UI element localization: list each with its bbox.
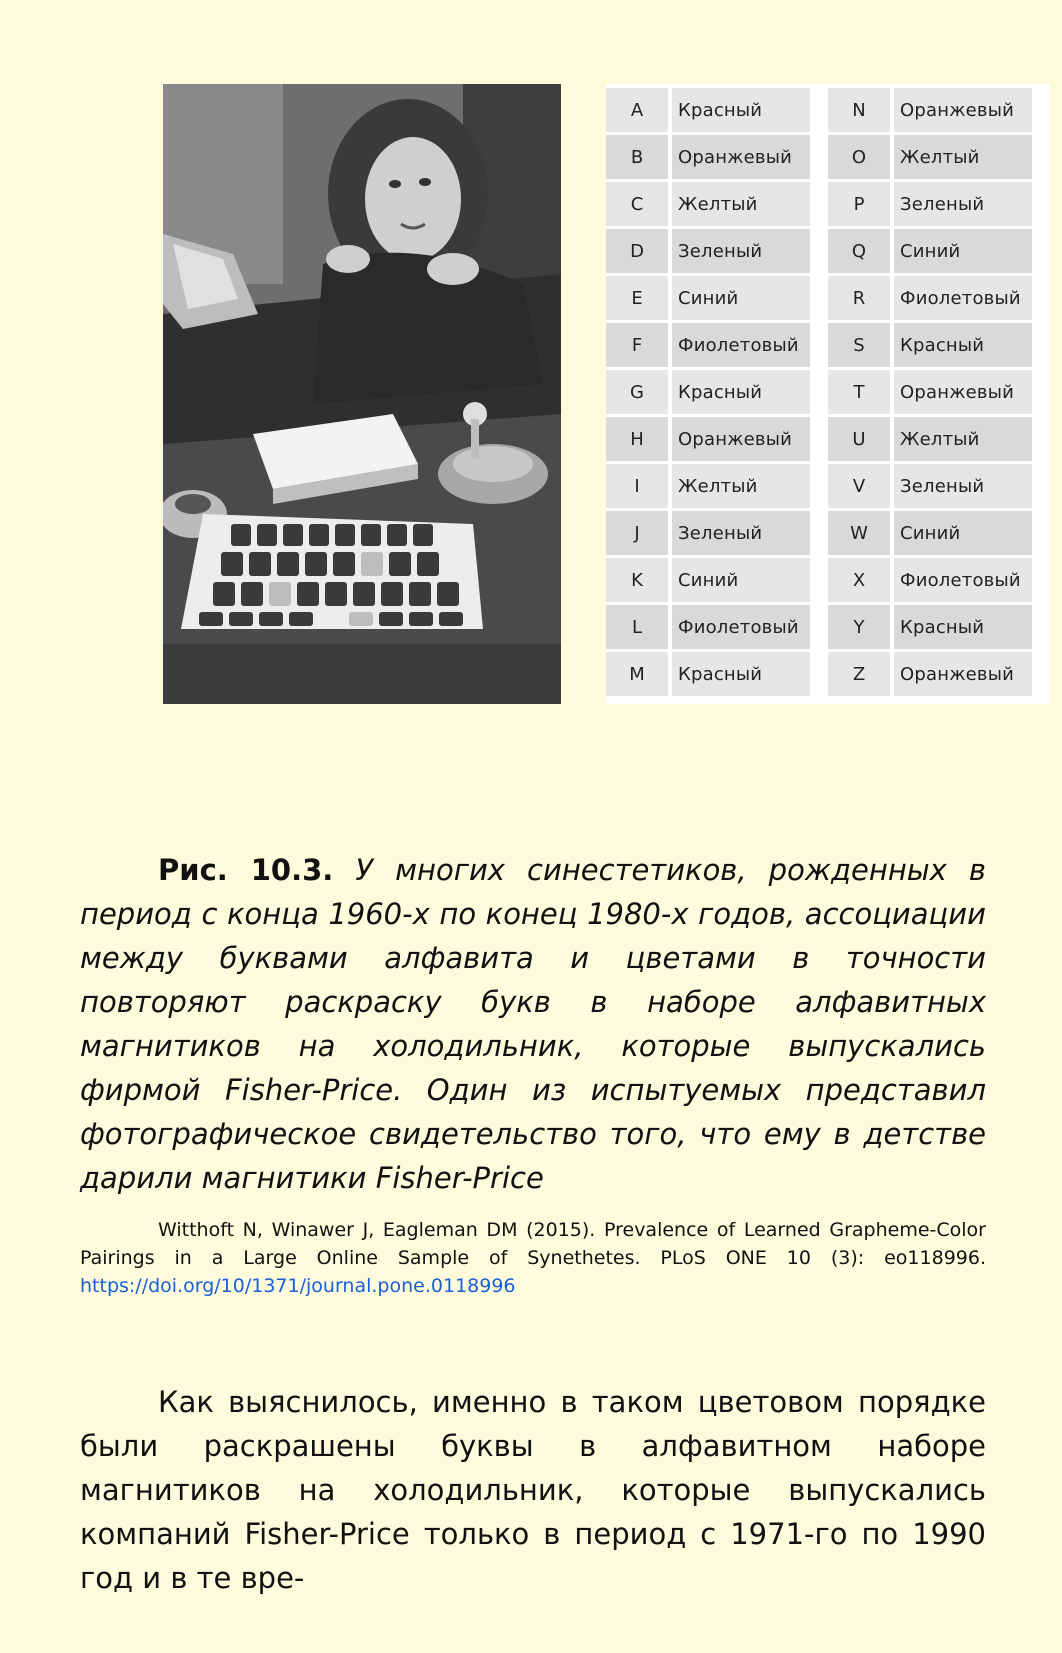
table-letter: P xyxy=(828,182,890,226)
table-row xyxy=(606,464,810,508)
table-letter: C xyxy=(606,182,668,226)
table-letter: W xyxy=(828,511,890,555)
table-letter: N xyxy=(828,88,890,132)
table-color: Оранжевый xyxy=(672,135,810,179)
table-letter: O xyxy=(828,135,890,179)
table-color: Фиолетовый xyxy=(894,558,1032,602)
table-row xyxy=(828,652,1032,696)
figure-caption xyxy=(80,848,986,1200)
table-letter: R xyxy=(828,276,890,320)
table-row xyxy=(828,88,1032,132)
table-color: Синий xyxy=(894,511,1032,555)
table-row xyxy=(606,558,810,602)
table-row xyxy=(828,417,1032,461)
table-color: Зеленый xyxy=(672,229,810,273)
table-letter: V xyxy=(828,464,890,508)
table-row xyxy=(606,652,810,696)
table-letter: L xyxy=(606,605,668,649)
table-row xyxy=(606,135,810,179)
table-color: Желтый xyxy=(894,417,1032,461)
table-letter: I xyxy=(606,464,668,508)
table-letter: U xyxy=(828,417,890,461)
table-row xyxy=(606,370,810,414)
table-letter: J xyxy=(606,511,668,555)
table-column-left xyxy=(606,88,810,696)
table-row xyxy=(828,182,1032,226)
citation-text: Witthoft N, Winawer J, Eagleman DM (2015). Prevalence of Learned Grapheme-Color Pairings in a Large Online Sample of Synethetes. PLoS ONE 10 (3): eo118996. xyxy=(80,1219,986,1269)
table-color: Оранжевый xyxy=(672,417,810,461)
table-letter: M xyxy=(606,652,668,696)
table-color: Синий xyxy=(672,276,810,320)
table-color: Фиолетовый xyxy=(894,276,1032,320)
caption-text: У многих синестетиков, рожденных в период с конца 1960-х по конец 1980-х годов, ассоциации между буквами алфавита и цветами в точности повторяют раскраску букв в наборе алфавитных магнитиков на холодильник, которые выпускались фирмой Fisher-Price. Один из испытуемых представил фотографическое свидетельство того, что ему в детстве дарили магнитики Fisher-Price xyxy=(80,853,987,1195)
table-letter: Q xyxy=(828,229,890,273)
table-row xyxy=(606,182,810,226)
table-row xyxy=(828,323,1032,367)
table-row xyxy=(606,511,810,555)
table-row xyxy=(828,370,1032,414)
table-color: Фиолетовый xyxy=(672,323,810,367)
table-row xyxy=(828,276,1032,320)
table-color: Зеленый xyxy=(672,511,810,555)
table-row xyxy=(828,511,1032,555)
table-letter: G xyxy=(606,370,668,414)
source-citation xyxy=(80,1216,986,1300)
table-row xyxy=(828,229,1032,273)
table-color: Фиолетовый xyxy=(672,605,810,649)
table-row xyxy=(606,276,810,320)
table-letter: T xyxy=(828,370,890,414)
doi-link[interactable]: https://doi.org/10/1371/journal.pone.0118996 xyxy=(80,1275,516,1297)
table-color: Зеленый xyxy=(894,182,1032,226)
table-color: Красный xyxy=(672,652,810,696)
table-row xyxy=(606,88,810,132)
table-letter: E xyxy=(606,276,668,320)
table-row xyxy=(606,417,810,461)
table-color: Оранжевый xyxy=(894,652,1032,696)
table-row xyxy=(606,323,810,367)
table-letter: F xyxy=(606,323,668,367)
table-color: Красный xyxy=(672,88,810,132)
letter-color-table xyxy=(606,84,1050,704)
table-column-right xyxy=(828,88,1032,696)
table-letter: Y xyxy=(828,605,890,649)
body-paragraph: Как выяснилось, именно в таком цветовом порядке были раскрашены буквы в алфавитном наборе магнитиков на холодильник, которые выпускались компаний Fisher-Price только в период с 1971-го по 1990 год и в те вре- xyxy=(80,1385,986,1595)
table-row xyxy=(606,605,810,649)
table-color: Синий xyxy=(672,558,810,602)
table-letter: X xyxy=(828,558,890,602)
table-color: Оранжевый xyxy=(894,370,1032,414)
table-color: Желтый xyxy=(672,182,810,226)
table-letter: Z xyxy=(828,652,890,696)
table-color: Красный xyxy=(894,605,1032,649)
table-letter: S xyxy=(828,323,890,367)
figure-photo xyxy=(163,84,561,704)
table-letter: D xyxy=(606,229,668,273)
table-color: Красный xyxy=(672,370,810,414)
table-row xyxy=(606,229,810,273)
table-row xyxy=(828,135,1032,179)
table-row xyxy=(828,605,1032,649)
table-color: Красный xyxy=(894,323,1032,367)
table-color: Желтый xyxy=(672,464,810,508)
table-letter: B xyxy=(606,135,668,179)
table-color: Оранжевый xyxy=(894,88,1032,132)
table-row xyxy=(828,558,1032,602)
table-color: Синий xyxy=(894,229,1032,273)
table-row xyxy=(828,464,1032,508)
table-letter: A xyxy=(606,88,668,132)
table-letter: H xyxy=(606,417,668,461)
figure-label: Рис. 10.3. xyxy=(158,853,334,887)
table-color: Желтый xyxy=(894,135,1032,179)
table-color: Зеленый xyxy=(894,464,1032,508)
table-letter: K xyxy=(606,558,668,602)
